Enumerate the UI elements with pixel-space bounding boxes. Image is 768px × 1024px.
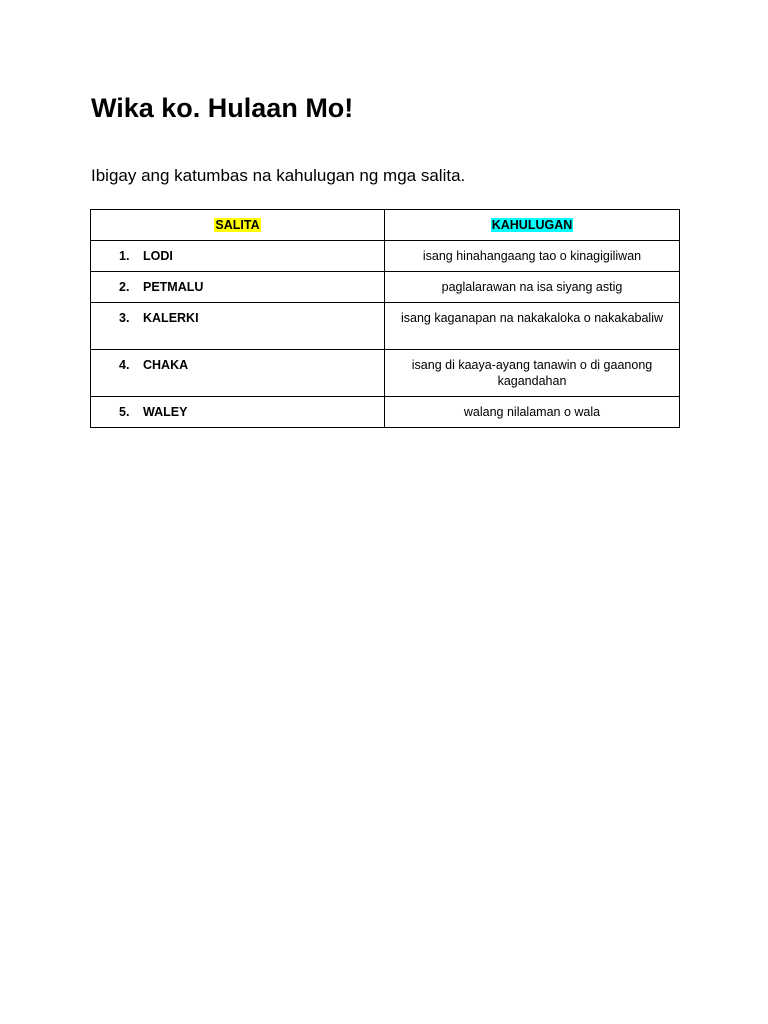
table-row [91,397,680,428]
word-text: KALERKI [143,311,199,325]
meaning-cell: paglalarawan na isa siyang astig [385,272,680,303]
row-number: 3. [119,311,130,325]
word-text: LODI [143,249,173,263]
table-row [91,272,680,303]
word-text: PETMALU [143,280,204,294]
header-kahulugan-label: KAHULUGAN [491,218,573,232]
meaning-cell: isang hinahangaang tao o kinagigiliwan [385,241,680,272]
word-cell [91,397,385,428]
meaning-cell: isang di kaaya-ayang tanawin o di gaanong kagandahan [385,350,680,397]
instruction-text: Ibigay ang katumbas na kahulugan ng mga salita. [91,166,466,185]
row-number: 1. [119,249,130,263]
header-salita [91,210,385,241]
meaning-cell: walang nilalaman o wala [385,397,680,428]
row-number: 4. [119,358,130,372]
vocabulary-table [90,209,680,428]
row-number: 5. [119,405,130,419]
word-cell [91,272,385,303]
header-salita-label: SALITA [215,218,260,232]
word-cell [91,350,385,397]
table-row [91,241,680,272]
word-cell [91,303,385,350]
header-kahulugan [385,210,680,241]
table-row [91,303,680,350]
row-number: 2. [119,280,130,294]
word-text: WALEY [143,405,188,419]
document-title: Wika ko. Hulaan Mo! [91,93,354,123]
word-text: CHAKA [143,358,189,372]
word-cell [91,241,385,272]
meaning-cell: isang kaganapan na nakakaloka o nakakabaliw [385,303,680,350]
table-header-row [91,210,680,241]
table-row [91,350,680,397]
